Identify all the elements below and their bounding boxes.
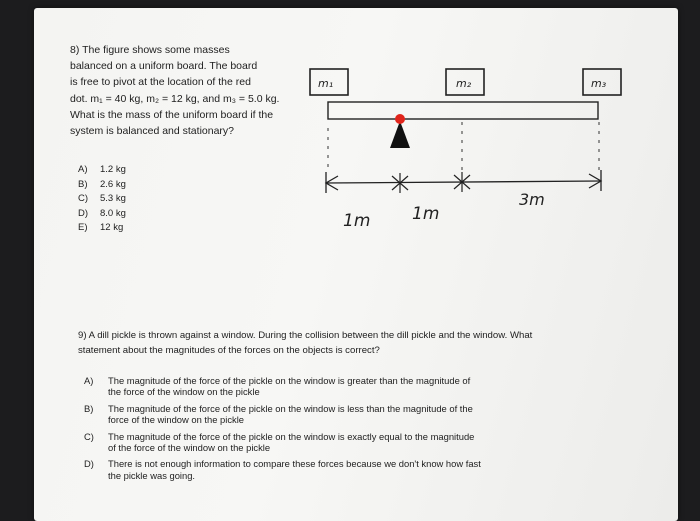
- option-letter: A): [78, 164, 88, 175]
- option-text: [108, 458, 481, 481]
- distance-label-2: 1m: [412, 204, 440, 224]
- option-text-line: The magnitude of the force of the pickle on the window is exactly equal to the magnitude: [108, 430, 475, 442]
- option-text: [108, 403, 473, 426]
- question-8-line: What is the mass of the uniform board if the: [70, 108, 274, 121]
- question-8-line: system is balanced and stationary?: [70, 125, 235, 138]
- option-letter: D): [78, 207, 89, 219]
- option-text: 1.2 kg: [100, 164, 126, 175]
- option-text-line: The magnitude of the force of the pickle on the window is less than the magnitude of the: [108, 402, 473, 414]
- option-text: 8.0 kg: [100, 207, 126, 219]
- question-9-line: 9) A dill pickle is thrown against a window. During the collision between the dill pickle and the window. What: [78, 330, 533, 341]
- option-letter: C): [78, 193, 89, 204]
- option-letter: B): [84, 402, 94, 414]
- option-text-line: force of the window on the pickle: [108, 414, 245, 426]
- option-text: 2.6 kg: [100, 178, 126, 190]
- distance-label-1: 1m: [343, 211, 371, 231]
- option-text-line: There is not enough information to compare these forces because we don't know how fast: [108, 458, 481, 470]
- answer-option-a: [84, 375, 481, 398]
- option-text: 12 kg: [100, 222, 124, 233]
- option-text: [108, 431, 474, 454]
- distance-label-3: 3m: [519, 190, 545, 209]
- question-8-line: 8) The figure shows some masses: [70, 44, 230, 56]
- question-8-line: is free to pivot at the location of the red: [70, 76, 251, 89]
- question-9-line: statement about the magnitudes of the forces on the objects is correct?: [78, 344, 380, 356]
- question-8-line: balanced on a uniform board. The board: [70, 60, 258, 73]
- option-letter: C): [84, 430, 94, 442]
- question-9-options: [84, 375, 481, 486]
- option-letter: A): [84, 375, 94, 386]
- mass-label-1: m₁: [318, 77, 334, 90]
- pivot-triangle: [390, 121, 410, 148]
- option-letter: B): [78, 178, 88, 190]
- mass-label-2: m₂: [456, 77, 472, 90]
- option-text-line: of the force of the window on the pickle: [108, 442, 271, 454]
- pivot-red-dot: [395, 114, 405, 124]
- mass-label-3: m₃: [591, 77, 607, 90]
- answer-option-c: [84, 431, 481, 454]
- uniform-board: [328, 102, 598, 119]
- option-text: [108, 375, 470, 398]
- question-8-line: dot. m₁ = 40 kg, m₂ = 12 kg, and m₃ = 5.0 kg.: [70, 92, 280, 105]
- answer-option-d: [84, 458, 481, 481]
- question-9-stem: [78, 329, 658, 358]
- option-letter: D): [84, 458, 94, 470]
- answer-option-b: [84, 403, 481, 426]
- option-letter: E): [78, 222, 88, 233]
- option-text-line: The magnitude of the force of the pickle on the window is greater than the magnitude of: [108, 375, 471, 386]
- option-text-line: the pickle was going.: [108, 469, 196, 481]
- option-text-line: the force of the window on the pickle: [108, 386, 260, 398]
- option-text: 5.3 kg: [100, 193, 126, 204]
